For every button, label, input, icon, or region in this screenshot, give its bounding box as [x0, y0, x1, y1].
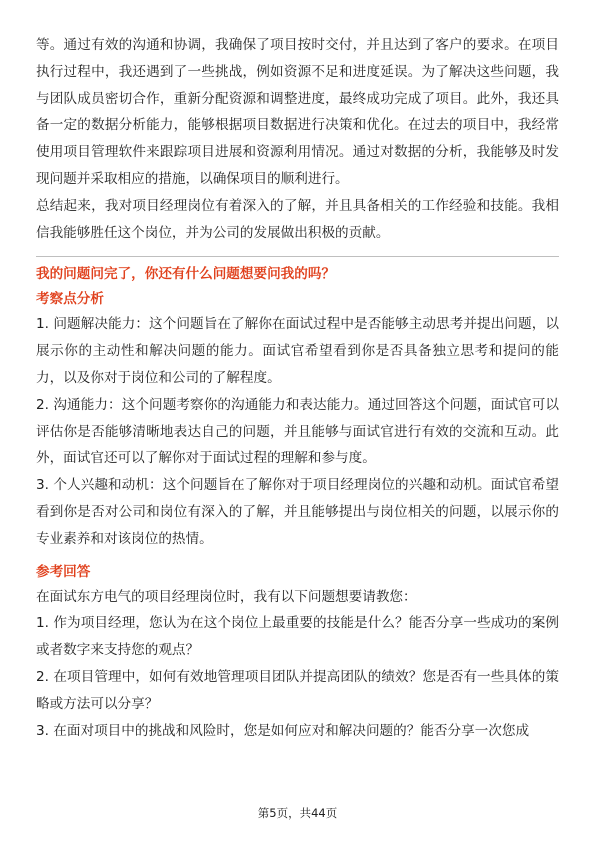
reference-item: 1. 作为项目经理，您认为在这个岗位上最重要的技能是什么？能否分享一些成功的案例或者数字来支持您的观点？: [36, 615, 559, 659]
analysis-item: 2. 沟通能力：这个问题考察你的沟通能力和表达能力。通过回答这个问题，面试官可以评估你是否能够清晰地表达自己的问题，并且能够与面试官进行有效的交流和互动。此外，面试官还可以了解你对于面试过程的理解和参与度。: [36, 396, 559, 467]
analysis-item: 3. 个人兴趣和动机：这个问题旨在了解你对于项目经理岗位的兴趣和动机。面试官希望看到你是否对公司和岗位有深入的了解，并且能够提出与岗位相关的问题，以展示你的专业素养和对该岗位的热情。: [36, 477, 559, 547]
reference-intro: 在面试东方电气的项目经理岗位时，我有以下问题想要请教您：: [36, 588, 417, 605]
analysis-item: 1. 问题解决能力：这个问题旨在了解你在面试过程中是否能够主动思考并提出问题，以展示你的主动性和解决问题的能力。面试官希望看到你是否具备独立思考和提问的能力，以及你对于岗位和公司的了解程度。: [36, 316, 559, 386]
analysis-title: 考察点分析: [36, 291, 104, 308]
page-content: [36, 32, 559, 744]
section-divider: [36, 256, 559, 257]
conclusion-paragraph: 总结起来，我对项目经理岗位有着深入的了解，并且具备相关的工作经验和技能。我相信我能够胜任这个岗位，并为公司的发展做出积极的贡献。: [36, 197, 559, 241]
question-heading: 我的问题问完了，你还有什么问题想要问我的吗？: [36, 266, 336, 283]
intro-paragraph: 等。通过有效的沟通和协调，我确保了项目按时交付，并且达到了客户的要求。在项目执行过程中，我还遇到了一些挑战，例如资源不足和进度延误。为了解决这些问题，我与团队成员密切合作，重新分配资源和调整进度，最终成功完成了项目。此外，我还具备一定的数据分析能力，能够根据项目数据进行决策和优化。在过去的项目中，我经常使用项目管理软件来跟踪项目进展和资源利用情况。通过对数据的分析，我能够及时发现问题并采取相应的措施，以确保项目的顺利进行。: [36, 37, 559, 187]
reference-item: 3. 在面对项目中的挑战和风险时，您是如何应对和解决问题的？能否分享一次您成: [36, 722, 530, 739]
page-number: 第5页，共44页: [257, 806, 338, 820]
reference-item: 2. 在项目管理中，如何有效地管理项目团队并提高团队的绩效？您是否有一些具体的策略或方法可以分享？: [36, 668, 559, 712]
reference-title: 参考回答: [36, 563, 91, 580]
